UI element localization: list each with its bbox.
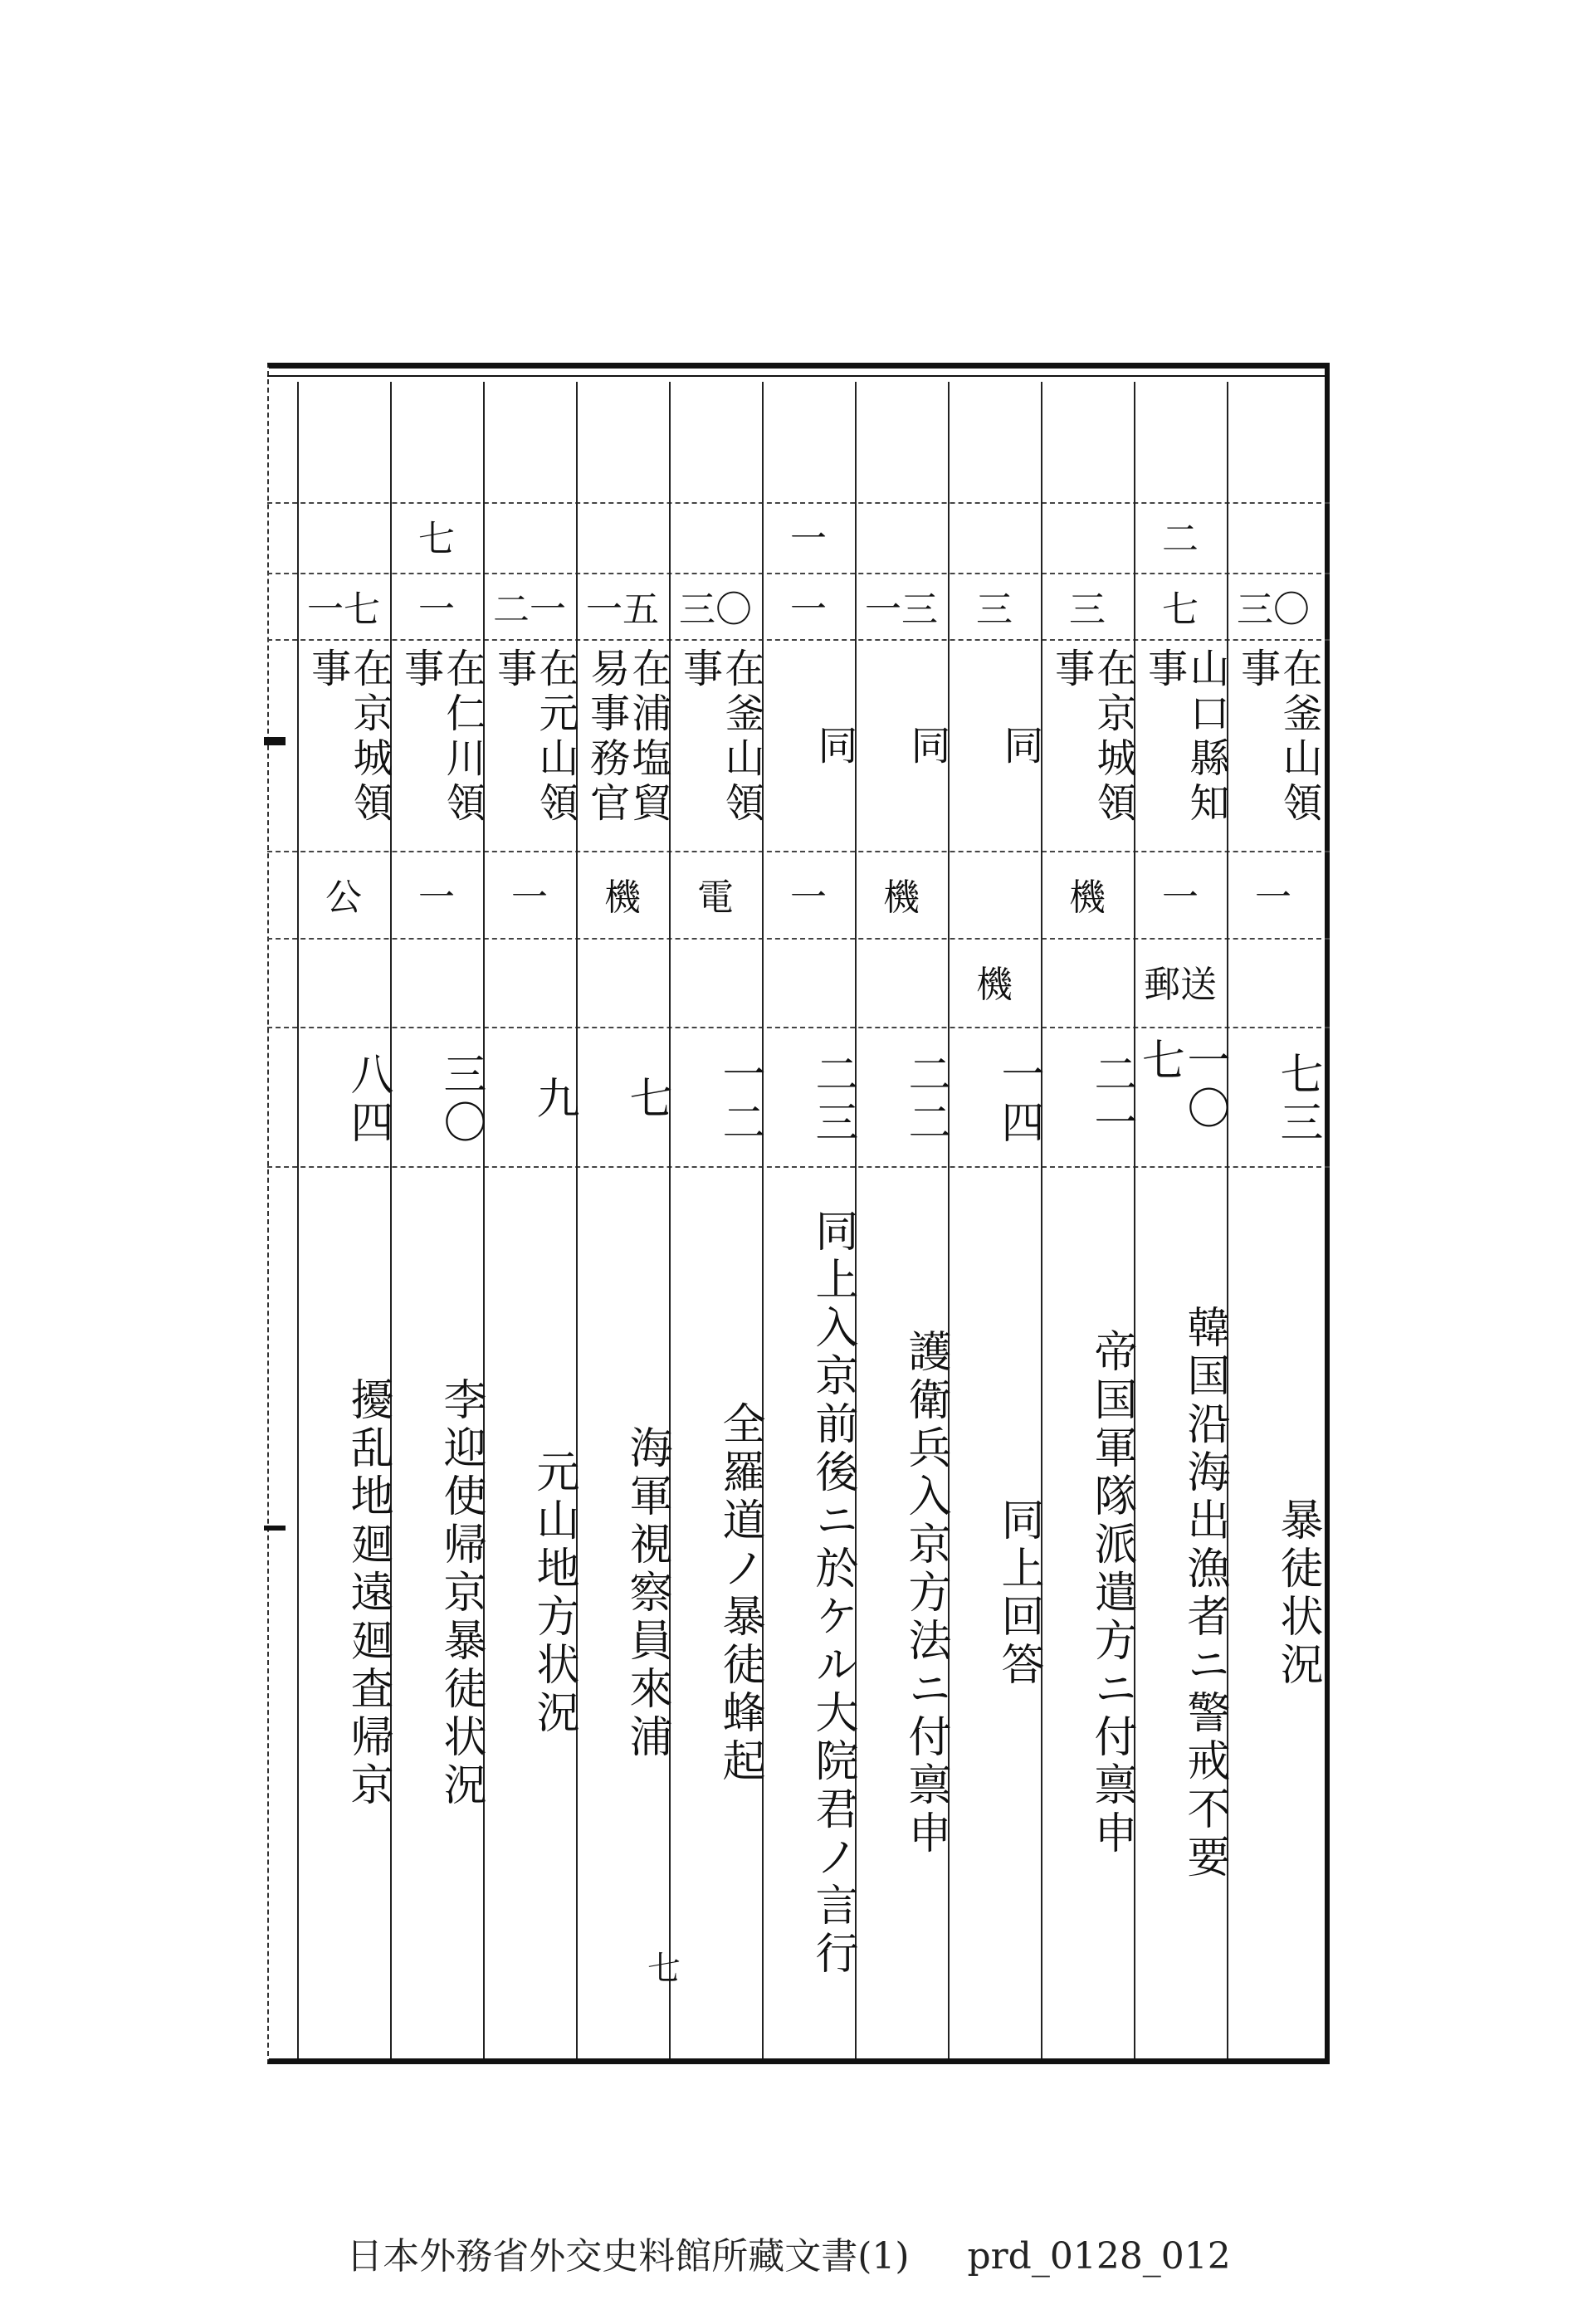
day-cell: 一三: [865, 588, 938, 631]
received-cell: [1041, 946, 1134, 1025]
month-cell: [948, 510, 1041, 569]
sender-cell: 在京城領事: [304, 647, 393, 827]
number-cell: 七三: [1272, 1052, 1322, 1148]
mode-cell: 一: [511, 876, 548, 920]
number-cell: 九: [529, 1076, 579, 1124]
table-column: [669, 382, 762, 2058]
mode-cell: 一: [790, 876, 827, 920]
month-cell: [669, 510, 762, 569]
frame-double-line: [267, 375, 1330, 377]
table-column: [1041, 382, 1134, 2058]
day-cell: 一: [790, 588, 827, 631]
table-column: [483, 382, 579, 2058]
subject-cell: 帝国軍隊派遣方ニ付禀申: [1086, 1329, 1136, 1858]
month-cell: [297, 510, 390, 569]
subject-cell: 李迎使帰京暴徒状況: [436, 1377, 486, 1810]
month-cell: [483, 510, 576, 569]
table-column: [576, 382, 669, 2058]
received-cell: [390, 946, 483, 1025]
day-cell: 三〇: [1237, 588, 1310, 631]
month-cell: 二: [1162, 517, 1199, 560]
sender-cell: 在京城領事: [1047, 647, 1136, 827]
sender-cell: 在仁川領事: [397, 647, 486, 827]
day-cell: 三: [976, 588, 1013, 631]
footer-source: 日本外務省外交史料館所藏文書(1): [346, 2235, 910, 2278]
margin-mark: [264, 1526, 286, 1531]
received-cell: [1227, 946, 1320, 1025]
day-cell: 一七: [307, 588, 380, 631]
mode-cell: 電: [697, 876, 734, 920]
received-cell: [576, 946, 669, 1025]
subject-cell: 同上回答: [994, 1497, 1043, 1690]
margin-mark: [264, 737, 286, 745]
sender-cell: 同: [997, 725, 1043, 769]
day-cell: 二一: [493, 588, 566, 631]
footer-id: prd_0128_012: [967, 2235, 1231, 2278]
mode-cell: 機: [1069, 876, 1106, 920]
mode-cell: [948, 863, 1041, 934]
day-cell: 七: [1162, 588, 1199, 631]
number-cell: 二一: [1086, 1052, 1136, 1148]
number-cell: 七: [622, 1076, 671, 1124]
mode-cell: 一: [1162, 876, 1199, 920]
received-cell: [483, 946, 576, 1025]
number-cell: 二二: [901, 1052, 950, 1148]
sender-cell: 在浦塩貿易事務官: [583, 647, 671, 827]
table-column: [855, 382, 948, 2058]
table-column: [948, 382, 1041, 2058]
subject-cell: 全羅道ノ暴徒蜂起: [715, 1401, 764, 1786]
received-cell: 機: [976, 964, 1013, 1007]
received-cell: [297, 946, 390, 1025]
day-cell: 一: [418, 588, 455, 631]
sender-cell: 山口縣知事: [1140, 647, 1229, 827]
subject-cell: 擾乱地廻遠廻査帰京: [343, 1377, 393, 1810]
sender-cell: 在釜山領事: [1233, 647, 1322, 827]
month-cell: 一: [790, 517, 827, 560]
mode-cell: 機: [604, 876, 641, 920]
month-cell: [576, 510, 669, 569]
month-cell: [855, 510, 948, 569]
mode-cell: 一: [1255, 876, 1291, 920]
mode-cell: 一: [418, 876, 455, 920]
subject-cell: 暴徒状況: [1272, 1497, 1322, 1690]
received-cell: [855, 946, 948, 1025]
subject-cell: 元山地方状況: [529, 1449, 579, 1738]
table-column: [762, 382, 855, 2058]
sender-cell: 同: [811, 725, 857, 769]
sender-cell: 在釜山領事: [676, 647, 764, 827]
page-number: 七: [647, 1950, 681, 1988]
table-column: [297, 382, 393, 2058]
subject-cell: 護衛兵入京方法ニ付禀申: [901, 1329, 950, 1858]
number-cell: 八四: [343, 1052, 393, 1148]
subject-cell: 同上入京前後ニ於ケル大院君ノ言行: [808, 1208, 857, 1979]
month-cell: [1227, 510, 1320, 569]
number-cell: 一二: [715, 1052, 764, 1148]
number-cell: 三〇: [436, 1052, 486, 1148]
table-column: [1134, 382, 1227, 2058]
number-cell: 一〇七: [1134, 1038, 1229, 1134]
received-cell: 郵送: [1144, 964, 1217, 1007]
sender-cell: 同: [904, 725, 950, 769]
subject-cell: 海軍視察員來浦: [622, 1425, 671, 1762]
day-cell: 三〇: [679, 588, 752, 631]
footer-caption: [0, 2226, 1577, 2279]
day-cell: 三: [1069, 588, 1106, 631]
subject-cell: 韓国沿海出漁者ニ警戒不要: [1179, 1305, 1229, 1882]
number-cell: 一四: [994, 1052, 1043, 1148]
month-cell: 七: [418, 517, 455, 560]
mode-cell: 公: [325, 876, 362, 920]
received-cell: [669, 946, 762, 1025]
mode-cell: 機: [883, 876, 920, 920]
day-cell: 一五: [586, 588, 659, 631]
month-cell: [1041, 510, 1134, 569]
number-cell: 二三: [808, 1052, 857, 1148]
table-column: [1227, 382, 1320, 2058]
sender-cell: 在元山領事: [490, 647, 579, 827]
table-column: [390, 382, 486, 2058]
received-cell: [762, 946, 855, 1025]
